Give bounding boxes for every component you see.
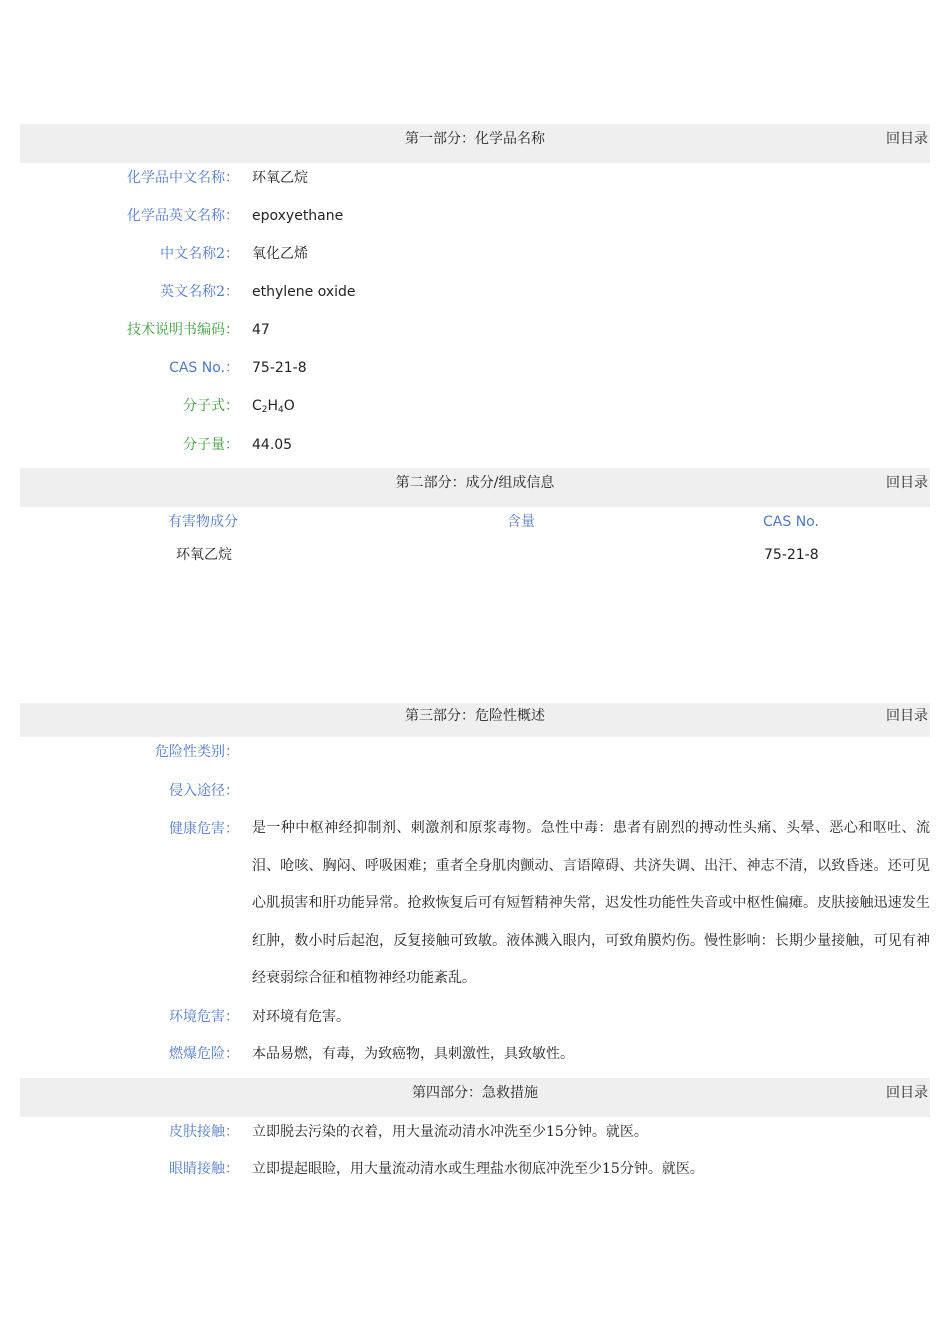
field-row bbox=[0, 1159, 950, 1179]
section-title: 第三部分：危险性概述 bbox=[405, 708, 545, 724]
field-value: ethylene oxide bbox=[252, 284, 356, 300]
field-row bbox=[0, 435, 950, 455]
field-row bbox=[0, 1007, 950, 1027]
field-row bbox=[0, 396, 950, 416]
field-label: 英文名称2： bbox=[160, 284, 239, 300]
section-header-3 bbox=[20, 703, 930, 737]
field-value: 对环境有危害。 bbox=[252, 1009, 350, 1025]
field-label: 分子量： bbox=[183, 437, 239, 453]
table-cell-cas: 75-21-8 bbox=[764, 547, 819, 563]
section-title: 第四部分：急救措施 bbox=[412, 1085, 538, 1101]
field-value: 本品易燃，有毒，为致癌物，具刺激性，具致敏性。 bbox=[252, 1046, 574, 1062]
formula-subscript: 4 bbox=[278, 405, 284, 415]
field-label: 化学品英文名称： bbox=[127, 208, 239, 224]
field-label: 化学品中文名称： bbox=[127, 170, 239, 186]
field-value: 立即脱去污染的衣着，用大量流动清水冲洗至少15分钟。就医。 bbox=[252, 1124, 648, 1140]
field-label: 眼睛接触： bbox=[169, 1161, 239, 1177]
field-row bbox=[0, 282, 950, 302]
field-label: 技术说明书编码： bbox=[127, 322, 239, 338]
field-label: 危险性类别： bbox=[155, 744, 239, 760]
table-header-component: 有害物成分 bbox=[168, 514, 238, 530]
field-label: 中文名称2： bbox=[160, 246, 239, 262]
field-label: 燃爆危险： bbox=[169, 1046, 239, 1062]
section-header-4 bbox=[20, 1078, 930, 1117]
field-label: 侵入途径： bbox=[169, 783, 239, 799]
field-label: CAS No.： bbox=[169, 360, 239, 376]
field-label: 环境危害： bbox=[169, 1009, 239, 1025]
section-title: 第二部分：成分/组成信息 bbox=[395, 475, 555, 491]
table-cell-component: 环氧乙烷 bbox=[176, 547, 232, 563]
section-title: 第一部分：化学品名称 bbox=[405, 131, 545, 147]
field-row bbox=[0, 1122, 950, 1142]
section-header-2 bbox=[20, 468, 930, 507]
field-value: 47 bbox=[252, 322, 270, 338]
table-header-content: 含量 bbox=[507, 514, 535, 530]
formula-element: O bbox=[283, 398, 295, 414]
formula-element: C bbox=[252, 398, 262, 414]
field-row bbox=[0, 781, 950, 801]
field-row bbox=[0, 206, 950, 226]
formula-element: H bbox=[267, 398, 279, 414]
formula-subscript: 2 bbox=[261, 405, 268, 415]
field-value: 环氧乙烷 bbox=[252, 170, 308, 186]
field-label: 皮肤接触： bbox=[169, 1124, 239, 1140]
field-value: 75-21-8 bbox=[252, 360, 307, 376]
field-row bbox=[0, 244, 950, 264]
field-value: epoxyethane bbox=[252, 208, 344, 224]
field-row bbox=[0, 358, 950, 378]
back-to-toc-link[interactable]: 回目录 bbox=[886, 708, 928, 724]
health-hazard-text: 是一种中枢神经抑制剂、刺激剂和原浆毒物。急性中毒：患者有剧烈的搏动性头痛、头晕、恶心和呕吐、流泪、呛咳、胸闷、呼吸困难；重者全身肌肉颤动、言语障碍、共济失调、出汗、神志不清，以致昏迷。还可见心肌损害和肝功能异常。抢救恢复后可有短暂精神失常，迟发性功能性失音或中枢性偏瘫。皮肤接触迅速发生红肿，数小时后起泡，反复接触可致敏。液体溅入眼内，可致角膜灼伤。慢性影响：长期少量接触，可见有神经衰弱综合征和植物神经功能紊乱。 bbox=[252, 820, 930, 986]
section-header-1 bbox=[20, 124, 930, 163]
field-row bbox=[0, 320, 950, 340]
table-header-cas: CAS No. bbox=[763, 514, 819, 530]
field-row bbox=[0, 1044, 950, 1064]
field-row bbox=[0, 742, 950, 762]
field-value: 氧化乙烯 bbox=[252, 246, 308, 262]
back-to-toc-link[interactable]: 回目录 bbox=[886, 1085, 928, 1101]
back-to-toc-link[interactable]: 回目录 bbox=[886, 131, 928, 147]
back-to-toc-link[interactable]: 回目录 bbox=[886, 475, 928, 491]
field-value: 立即提起眼睑，用大量流动清水或生理盐水彻底冲洗至少15分钟。就医。 bbox=[252, 1161, 704, 1177]
field-row bbox=[0, 168, 950, 188]
field-label: 健康危害： bbox=[169, 821, 239, 837]
field-label: 分子式： bbox=[183, 398, 239, 414]
field-value: 44.05 bbox=[252, 437, 293, 453]
molecular-formula bbox=[252, 396, 295, 420]
